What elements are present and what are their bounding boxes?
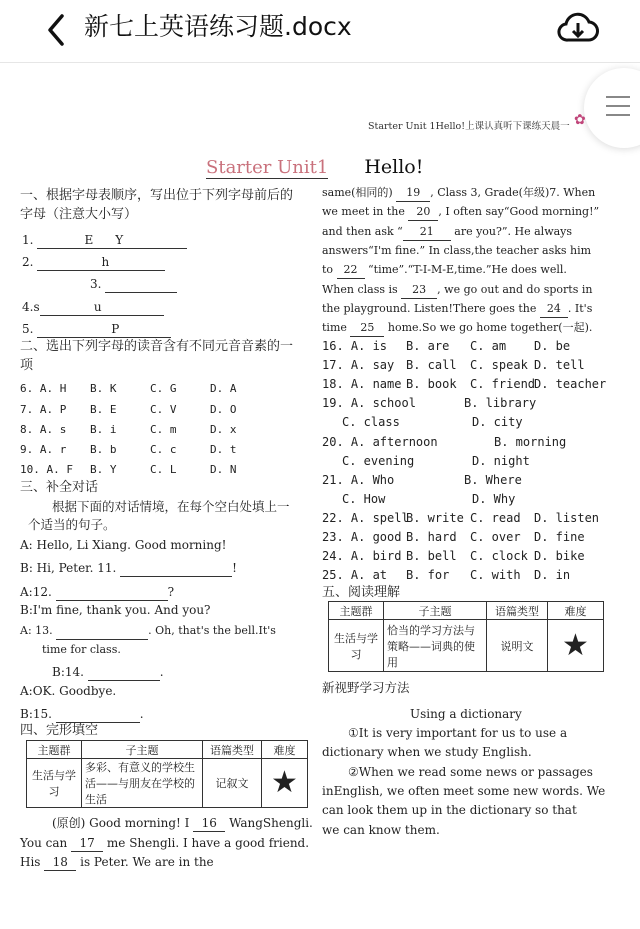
difficulty-star-icon: ★ — [262, 759, 308, 808]
question-21-cont: C. How D. Why — [342, 492, 516, 506]
question-21: 21. A. Who B. Where — [322, 473, 522, 487]
question-17: 17. A. say B. call C. speak D. tell — [322, 358, 585, 372]
table4-header-genre: 语篇类型 — [203, 741, 262, 759]
question-20: 20. A. afternoon B. morning — [322, 435, 567, 449]
table4-header-theme: 主题群 — [27, 741, 82, 759]
table5-header-difficulty: 难度 — [548, 602, 604, 620]
question-19: 19. A. school B. library — [322, 396, 537, 410]
cloze-blank-17[interactable]: 17 — [71, 835, 103, 852]
passage-line-8: time 25 home.So we go home together(一起). — [322, 320, 592, 337]
section3-title: 三、补全对话 — [20, 480, 99, 495]
passage-blank-20[interactable]: 20 — [408, 204, 438, 221]
s2-row-7: 7. A. P B. E C. V D. O — [20, 403, 237, 416]
table4-header-difficulty: 难度 — [262, 741, 308, 759]
question-16: 16. A. is B. are C. am D. be — [322, 339, 571, 353]
question-23: 23. A. good B. hard C. over D. fine — [322, 530, 585, 544]
running-head: Starter Unit 1Hello!上课认真听下课练天晨一 — [368, 121, 570, 132]
table4-genre-cell: 记叙文 — [203, 759, 262, 808]
reading-para2-line3: can look them up in the dictionary so that — [322, 803, 577, 817]
dialog-line-6: time for class. — [42, 643, 121, 656]
question-20-cont: C. evening D. night — [342, 454, 530, 468]
question-19-cont: C. class D. city — [342, 415, 523, 429]
table5-header-subtheme: 子主题 — [384, 602, 487, 620]
dialog-blank-12[interactable] — [56, 584, 168, 601]
s1-item-2-blank-b[interactable] — [109, 254, 165, 271]
s1-item-5-blank-b[interactable] — [119, 321, 171, 338]
passage-blank-25[interactable]: 25 — [350, 320, 384, 337]
cloze-info-table — [26, 740, 308, 808]
reading-heading: Using a dictionary — [410, 707, 522, 721]
s2-row-10: 10. A. F B. Y C. L D. N — [20, 463, 237, 476]
passage-blank-24[interactable]: 24 — [540, 301, 568, 318]
s1-item-2: 2. h — [22, 254, 165, 271]
passage-line-3: and then ask “ 21 are you?”. He always — [322, 224, 572, 241]
s1-item-2-blank-a[interactable]: h — [37, 254, 109, 271]
app-top-bar — [0, 0, 640, 63]
s2-row-8: 8. A. s B. i C. m D. x — [20, 423, 237, 436]
reading-para1-line1: ①It is very important for us to use a — [348, 726, 568, 740]
section3-instruction: 根据下面的对话情境，在每个空白处填上一 — [52, 499, 290, 514]
flower-decoration-icon: ✿ — [574, 112, 586, 128]
dialog-line-5: A: 13. . Oh, that's the bell.It's — [20, 623, 276, 640]
dialog-blank-11[interactable] — [120, 560, 232, 577]
unit-title: Starter Unit1 — [206, 157, 329, 178]
cloud-download-icon[interactable] — [556, 10, 600, 46]
reading-para2-line1: ②When we read some news or passages — [348, 765, 593, 779]
passage-blank-21[interactable]: 21 — [403, 224, 451, 241]
dialog-line-2: B: Hi, Peter. 11. ! — [20, 561, 237, 575]
difficulty-star-icon: ★ — [548, 620, 604, 672]
s2-row-9: 9. A. r B. b C. c D. t — [20, 443, 237, 456]
dialog-line-1: A: Hello, Li Xiang. Good morning! — [20, 538, 227, 552]
dialog-blank-14[interactable] — [88, 664, 160, 681]
section5-title: 五、阅读理解 — [322, 585, 401, 600]
question-24: 24. A. bird B. bell C. clock D. bike — [322, 549, 585, 563]
passage-blank-23[interactable]: 23 — [401, 282, 437, 299]
passage-line-7: the playground. Listen!There goes the 24 . It's — [322, 301, 592, 318]
s1-item-1-letter-b[interactable]: Y — [95, 232, 187, 249]
hello-title: Hello! — [364, 156, 424, 178]
section1-title: 一、根据字母表顺序，写出位于下列字母前后的 — [20, 188, 294, 203]
dialog-blank-15[interactable] — [56, 706, 140, 723]
section1-title-cont: 字母（注意大小写） — [20, 207, 138, 222]
cloze-blank-18[interactable]: 18 — [44, 854, 76, 871]
table4-subtheme-cell: 多彩、有意义的学校生活——与朋友在学校的生活 — [82, 759, 203, 808]
question-18: 18. A. name B. book C. friendD. teacher — [322, 377, 607, 391]
s1-item-4-blank-b[interactable] — [102, 299, 164, 316]
reading-info-table — [328, 601, 604, 672]
cloze-blank-16[interactable]: 16 — [193, 815, 225, 832]
s1-item-4: 4.s u — [22, 299, 164, 316]
reading-para2-line4: we can know them. — [322, 823, 440, 837]
cloze-line-2: You can 17 me Shengli. I have a good friend. — [20, 836, 310, 850]
s2-row-6: 6. A. H B. K C. G D. A — [20, 382, 237, 395]
passage-line-4: answers“I'm fine.” In class,the teacher asks him — [322, 244, 592, 257]
question-22: 22. A. spellB. write C. read D. listen — [322, 511, 600, 525]
section2-title-cont: 项 — [20, 358, 34, 373]
reading-subheading: 新视野学习方法 — [322, 680, 410, 695]
dialog-line-8: A:OK. Goodbye. — [20, 684, 117, 698]
s1-item-1: 1. E Y — [22, 232, 187, 249]
cloze-line-3: His 18 is Peter. We are in the — [20, 855, 214, 869]
reading-para2-line2: inEnglish, we often meet some new words. We — [322, 784, 606, 798]
s1-item-5: 5. P — [22, 321, 171, 338]
section3-instruction-cont: 个适当的句子。 — [28, 517, 116, 532]
page-title — [206, 156, 423, 179]
section4-title: 四、完形填空 — [20, 723, 99, 738]
dialog-line-7: B:14. . — [52, 665, 164, 679]
passage-line-1: same(相同的) 19 , Class 3, Grade(年级)7. When — [322, 185, 595, 202]
section2-title: 二、选出下列字母的读音含有不同元音音素的一 — [20, 339, 294, 354]
s1-item-3: 3. — [90, 276, 177, 293]
table4-header-subtheme: 子主题 — [82, 741, 203, 759]
back-arrow-icon[interactable] — [38, 10, 78, 50]
table5-theme-cell: 生活与学习 — [329, 620, 384, 672]
reading-para1-line2: dictionary when we study English. — [322, 745, 532, 759]
s1-item-5-blank-a[interactable]: P — [37, 321, 119, 338]
passage-blank-22[interactable]: 22 — [337, 262, 365, 279]
table5-subtheme-cell: 恰当的学习方法与策略——词典的使用 — [384, 620, 487, 672]
question-25: 25. A. at B. for C. with D. in — [322, 568, 571, 582]
dialog-line-9: B:15. . — [20, 707, 144, 721]
document-title: 新七上英语练习题.docx — [84, 12, 352, 41]
table5-genre-cell: 说明文 — [487, 620, 548, 672]
passage-line-2: we meet in the 20 , I often say“Good morning!” — [322, 204, 599, 221]
dialog-blank-13[interactable] — [56, 623, 148, 640]
table5-header-theme: 主题群 — [329, 602, 384, 620]
dialog-line-4: B:I'm fine, thank you. And you? — [20, 603, 211, 617]
passage-line-6: When class is 23 , we go out and do sports in — [322, 282, 592, 299]
table4-theme-cell: 生活与学习 — [27, 759, 82, 808]
s1-item-1-letter-a[interactable]: E — [37, 232, 95, 249]
s1-item-4-blank-a[interactable]: u — [40, 299, 102, 316]
s1-item-3-blank[interactable] — [105, 276, 177, 293]
dialog-line-3: A:12. ? — [20, 585, 175, 599]
cloze-line-1: (原创) Good morning! I 16 WangShengli. — [52, 816, 313, 830]
passage-blank-19[interactable]: 19 — [396, 185, 430, 202]
passage-line-5: to 22 “time”.“T-I-M-E,time.”He does well. — [322, 262, 567, 279]
table5-header-genre: 语篇类型 — [487, 602, 548, 620]
menu-button[interactable] — [584, 68, 640, 148]
